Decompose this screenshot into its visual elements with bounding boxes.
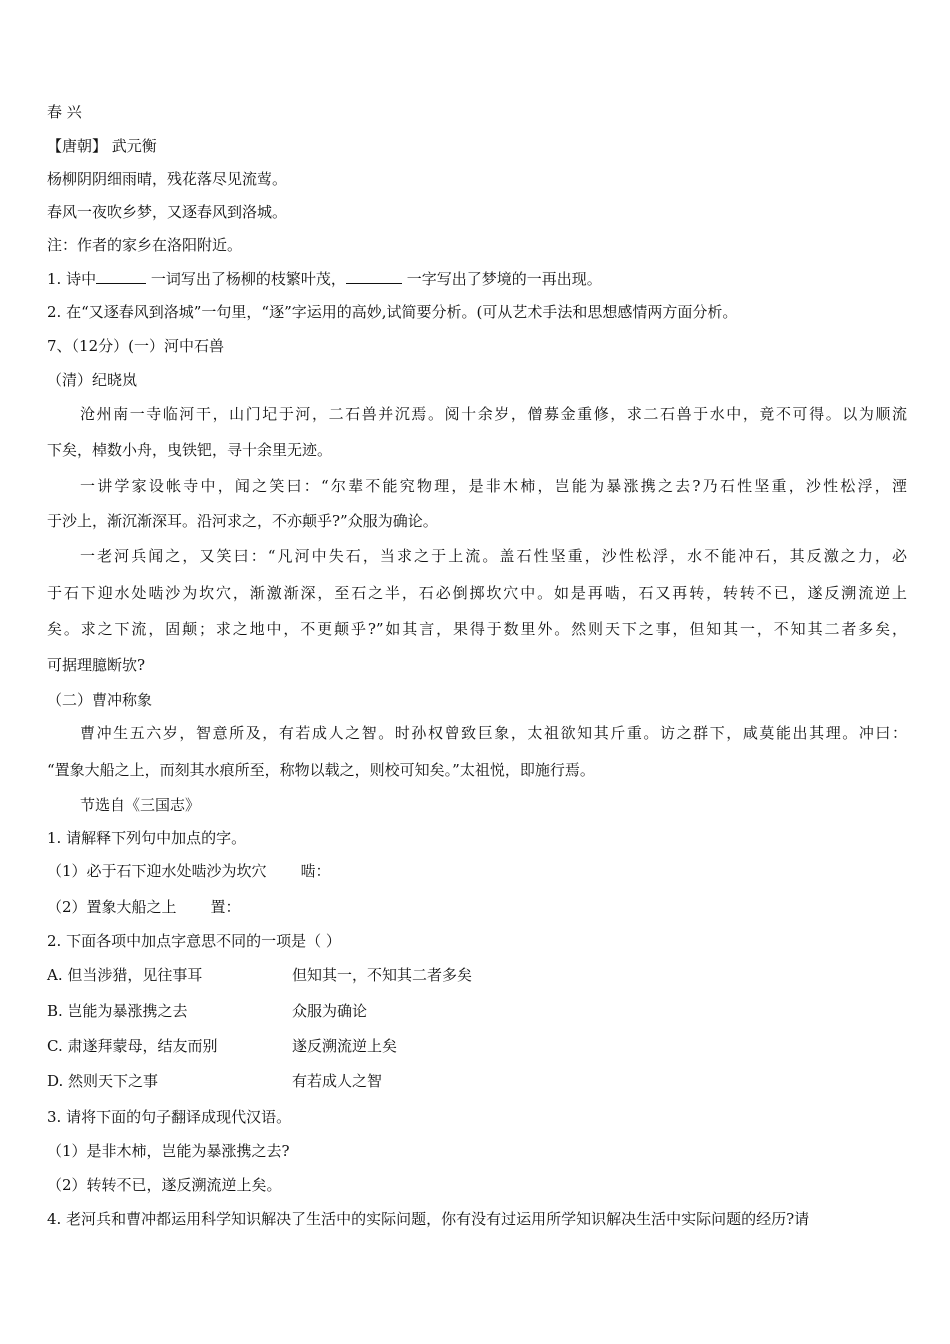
question-1-1	[47, 860, 907, 882]
option-a-left: A. 但当涉猎，见往事耳	[47, 966, 203, 984]
passage-2-line-2: “置象大船之上，而刻其水痕所至，称物以载之，则校可知矣。”太祖悦，即施行焉。	[47, 761, 595, 779]
poem-note: 注：作者的家乡在洛阳附近。	[47, 236, 243, 254]
passage-1-para-3-line-2: 于石下迎水处啮沙为坎穴，渐激渐深，至石之半，石必倒掷坎穴中。如是再啮，石又再转，转转不已，遂反溯流逆上	[47, 584, 907, 602]
question-3-1: （1）是非木柿，岂能为暴涨携之去?	[47, 1142, 290, 1160]
option-b-left: B. 岂能为暴涨携之去	[47, 1002, 188, 1020]
question-1-1-word: 啮：	[300, 862, 331, 880]
option-b[interactable]	[47, 1000, 907, 1022]
question-text-part-a: 诗中	[66, 270, 97, 288]
question-1-2-sentence: （2）置象大船之上	[47, 898, 177, 916]
section-7-header: 7、（12分）(一）河中石兽	[47, 337, 224, 355]
question-number: 1.	[47, 270, 62, 288]
option-b-right: 众服为确论	[292, 1002, 368, 1020]
question-1-2	[47, 896, 907, 918]
answer-blank-2[interactable]	[346, 269, 402, 284]
question-1: 1. 请解释下列句中加点的字。	[47, 829, 247, 847]
poem-question-1	[47, 268, 907, 290]
passage-1-para-2-line-2: 于沙上，渐沉渐深耳。沿河求之，不亦颠乎?”众服为确论。	[47, 512, 438, 530]
poem-byline	[47, 135, 907, 157]
passage-1-para-3-line-1: 一老河兵闻之，又笑曰：“凡河中失石，当求之于上流。盖石性坚重，沙性松浮，水不能冲石，其反激之力，必	[80, 547, 907, 565]
question-4: 4. 老河兵和曹冲都运用科学知识解决了生活中的实际问题，你有没有过运用所学知识解决生活中实际问题的经历?请	[47, 1210, 810, 1228]
poem-question-2: 2. 在“又逐春风到洛城”一句里，“逐”字运用的高妙,试简要分析。(可从艺术手法和思想感情两方面分析。	[47, 303, 738, 321]
question-2: 2. 下面各项中加点字意思不同的一项是（ ）	[47, 932, 341, 950]
option-a[interactable]	[47, 964, 907, 986]
passage-1-para-1-line-2: 下矣，棹数小舟，曳铁钯，寻十余里无迹。	[47, 441, 333, 459]
option-c-left: C. 肃遂拜蒙母，结友而别	[47, 1037, 218, 1055]
poem-dynasty: 【唐朝】	[47, 137, 108, 155]
option-c-right: 遂反溯流逆上矣	[292, 1037, 398, 1055]
option-d-right: 有若成人之智	[292, 1072, 383, 1090]
passage-1-para-1-line-1: 沧州南一寺临河干，山门圮于河，二石兽并沉焉。阅十余岁，僧募金重修，求二石兽于水中，竟不可得。以为顺流	[80, 405, 907, 423]
passage-1-para-3-line-3: 矣。求之下流，固颠；求之地中，不更颠乎?”如其言，果得于数里外。然则天下之事，但知其一，不知其二者多矣，	[47, 620, 907, 638]
passage-2-line-1: 曹冲生五六岁，智意所及，有若成人之智。时孙权曾致巨象，太祖欲知其斤重。访之群下，咸莫能出其理。冲曰：	[80, 724, 907, 742]
answer-blank-1[interactable]	[96, 269, 146, 284]
poem-line-1: 杨柳阴阴细雨晴，残花落尽见流莺。	[47, 170, 288, 188]
passage-2-header: （二）曹冲称象	[47, 691, 153, 709]
option-c[interactable]	[47, 1035, 907, 1057]
option-d[interactable]	[47, 1070, 907, 1092]
option-a-right: 但知其一，不知其二者多矣	[292, 966, 473, 984]
passage-1-author: （清）纪晓岚	[47, 371, 138, 389]
passage-1-para-2-line-1: 一讲学家设帐寺中，闻之笑曰：“尔辈不能究物理，是非木柿，岂能为暴涨携之去?乃石性坚重，沙性松浮，湮	[80, 477, 907, 495]
poem-title: 春 兴	[47, 103, 82, 121]
question-text-part-b: 一词写出了杨柳的枝繁叶茂，	[150, 270, 346, 288]
option-d-left: D. 然则天下之事	[47, 1072, 159, 1090]
question-1-2-word: 置：	[210, 898, 241, 916]
poem-line-2: 春风一夜吹乡梦，又逐春风到洛城。	[47, 203, 288, 221]
passage-2-source: 节选自《三国志》	[80, 796, 201, 814]
question-3: 3. 请将下面的句子翻译成现代汉语。	[47, 1108, 292, 1126]
passage-1-para-3-line-4: 可据理臆断欤?	[47, 656, 146, 674]
question-text-part-c: 一字写出了梦境的一再出现。	[406, 270, 602, 288]
question-3-2: （2）转转不已，遂反溯流逆上矣。	[47, 1176, 282, 1194]
poem-author: 武元衡	[111, 137, 157, 155]
question-1-1-sentence: （1）必于石下迎水处啮沙为坎穴	[47, 862, 267, 880]
